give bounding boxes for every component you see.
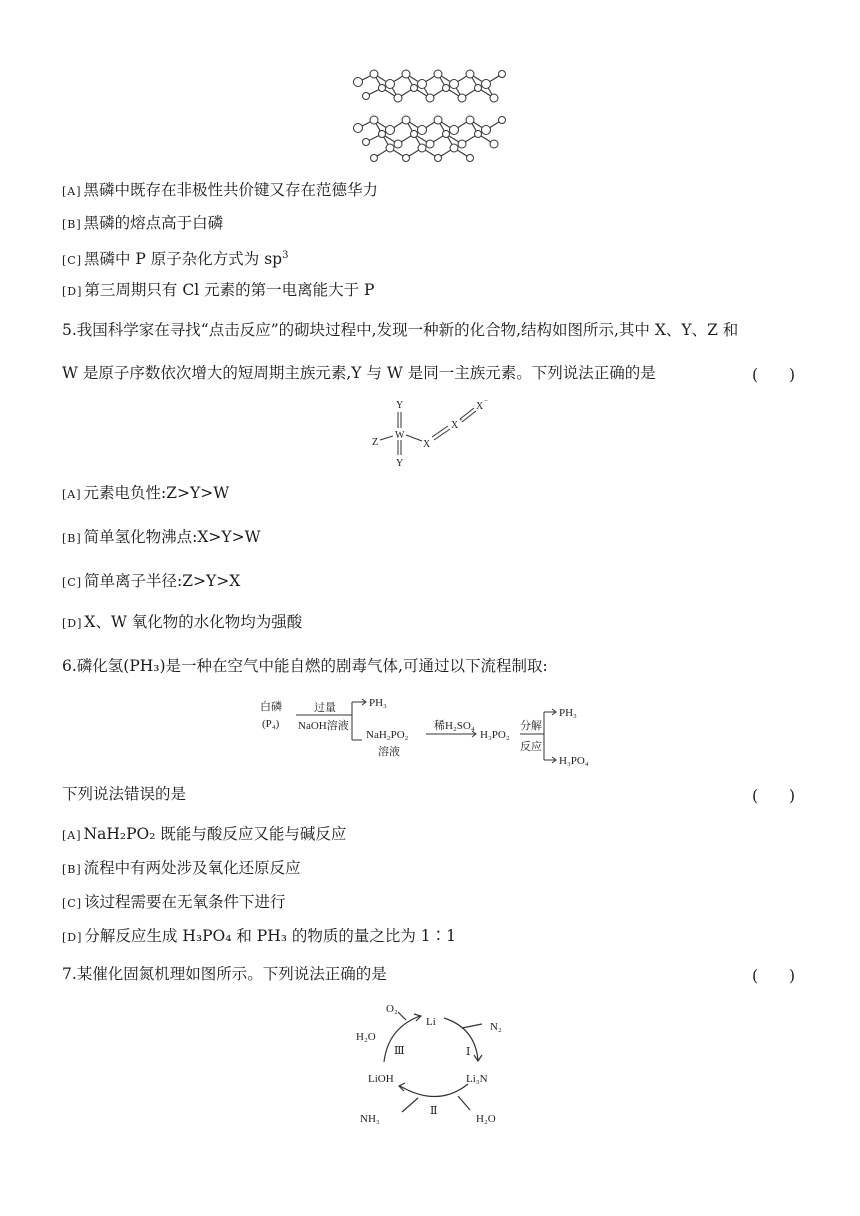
q7-cycle-lioh: LiOH	[368, 1073, 394, 1085]
q5-fig-y-bottom: Y	[396, 458, 404, 469]
q5-option-a: [A] 元素电负性:Z>Y>W	[62, 484, 230, 502]
q5-fig-x3-charge: −	[484, 397, 488, 405]
q4-option-d: [D] 第三周期只有 Cl 元素的第一电离能大于 P	[62, 281, 375, 299]
q5-fig-z: Z	[372, 437, 379, 448]
q6-flow-start-1: 白磷	[260, 701, 282, 713]
q6-option-c: [C] 该过程需要在无氧条件下进行	[62, 893, 286, 911]
q7-stem: 7.某催化固氮机理如图所示。下列说法正确的是	[62, 965, 387, 983]
q6-flow-product1: PH₃	[369, 697, 387, 709]
q7-cycle-step3: Ⅲ	[394, 1045, 405, 1057]
q6-flow-arrow1-bottom: NaOH溶液	[298, 720, 349, 732]
q6-flow-product4: PH₃	[559, 707, 577, 719]
q4-option-b: [B] 黑磷的熔点高于白磷	[62, 214, 224, 232]
q7-cycle-o2: O₂	[386, 1003, 398, 1015]
q7-cycle-h2o-out: H₂O	[356, 1031, 376, 1043]
q5-fig-y-top: Y	[396, 400, 404, 411]
q6-flow-product5: H₃PO₄	[559, 755, 589, 767]
q5-stem-line2: W 是原子序数依次增大的短周期主族元素,Y 与 W 是同一主族元素。下列说法正确的是	[62, 364, 656, 382]
q5-structure-figure	[360, 395, 500, 475]
q6-flow-start-2: (P₄)	[262, 718, 280, 730]
q6-option-b: [B] 流程中有两处涉及氧化还原反应	[62, 859, 301, 877]
q5-option-b: [B] 简单氢化物沸点:X>Y>W	[62, 528, 261, 546]
q6-option-a: [A] NaH₂PO₂ 既能与酸反应又能与碱反应	[62, 825, 347, 843]
q6-flow-product2-1: NaH₂PO₂	[366, 729, 409, 741]
q7-cycle-step1: Ⅰ	[466, 1046, 471, 1058]
q6-flow-arrow3-top: 分解	[520, 720, 542, 732]
q6-stem: 6.磷化氢(PH₃)是一种在空气中能自燃的剧毒气体,可通过以下流程制取:	[62, 657, 548, 675]
q6-flow-arrow2-top: 稀H₂SO₄	[434, 720, 475, 732]
q7-answer-paren: ( )	[752, 967, 796, 985]
q5-fig-x2: X	[451, 420, 459, 431]
q5-option-c: [C] 简单离子半径:Z>Y>X	[62, 572, 241, 590]
q4-option-c: [C] 黑磷中 P 原子杂化方式为 $sp^3$	[62, 250, 289, 269]
q4-option-a: [A] 黑磷中既存在非极性共价键又存在范德华力	[62, 181, 379, 199]
q7-cycle-n2: N₂	[490, 1021, 502, 1033]
q7-cycle-li3n: Li₃N	[466, 1073, 488, 1085]
q6-flow-arrow3-bottom: 反应	[520, 741, 542, 753]
q5-fig-x3: X	[476, 401, 484, 412]
black-phosphorus-structure-figure	[352, 62, 508, 172]
q6-flow-product2-2: 溶液	[378, 746, 400, 758]
q6-question: 下列说法错误的是	[62, 785, 187, 803]
q6-flow-product3: H₃PO₂	[480, 729, 510, 741]
q5-option-d: [D] X、W 氧化物的水化物均为强酸	[62, 613, 303, 631]
q6-flow-diagram	[258, 690, 608, 770]
q5-stem-line1: 5.我国科学家在寻找“点击反应”的砌块过程中,发现一种新的化合物,结构如图所示,其中 X、Y、Z 和	[62, 321, 739, 339]
q6-flow-arrow1-top: 过量	[314, 702, 336, 714]
q5-fig-x1: X	[423, 439, 431, 450]
q6-answer-paren: ( )	[752, 787, 796, 805]
q7-catalytic-cycle-figure	[350, 998, 520, 1134]
q7-cycle-step2: Ⅱ	[430, 1105, 438, 1117]
q7-cycle-nh3: NH₃	[360, 1113, 380, 1125]
q7-cycle-li: Li	[426, 1016, 436, 1028]
q5-answer-paren: ( )	[752, 366, 796, 384]
q6-option-d: [D] 分解反应生成 H₃PO₄ 和 PH₃ 的物质的量之比为 1∶1	[62, 927, 457, 945]
q7-cycle-h2o-in: H₂O	[476, 1113, 496, 1125]
q5-fig-w: W	[395, 430, 405, 441]
q5-fig-x2-charge: +	[459, 416, 463, 424]
